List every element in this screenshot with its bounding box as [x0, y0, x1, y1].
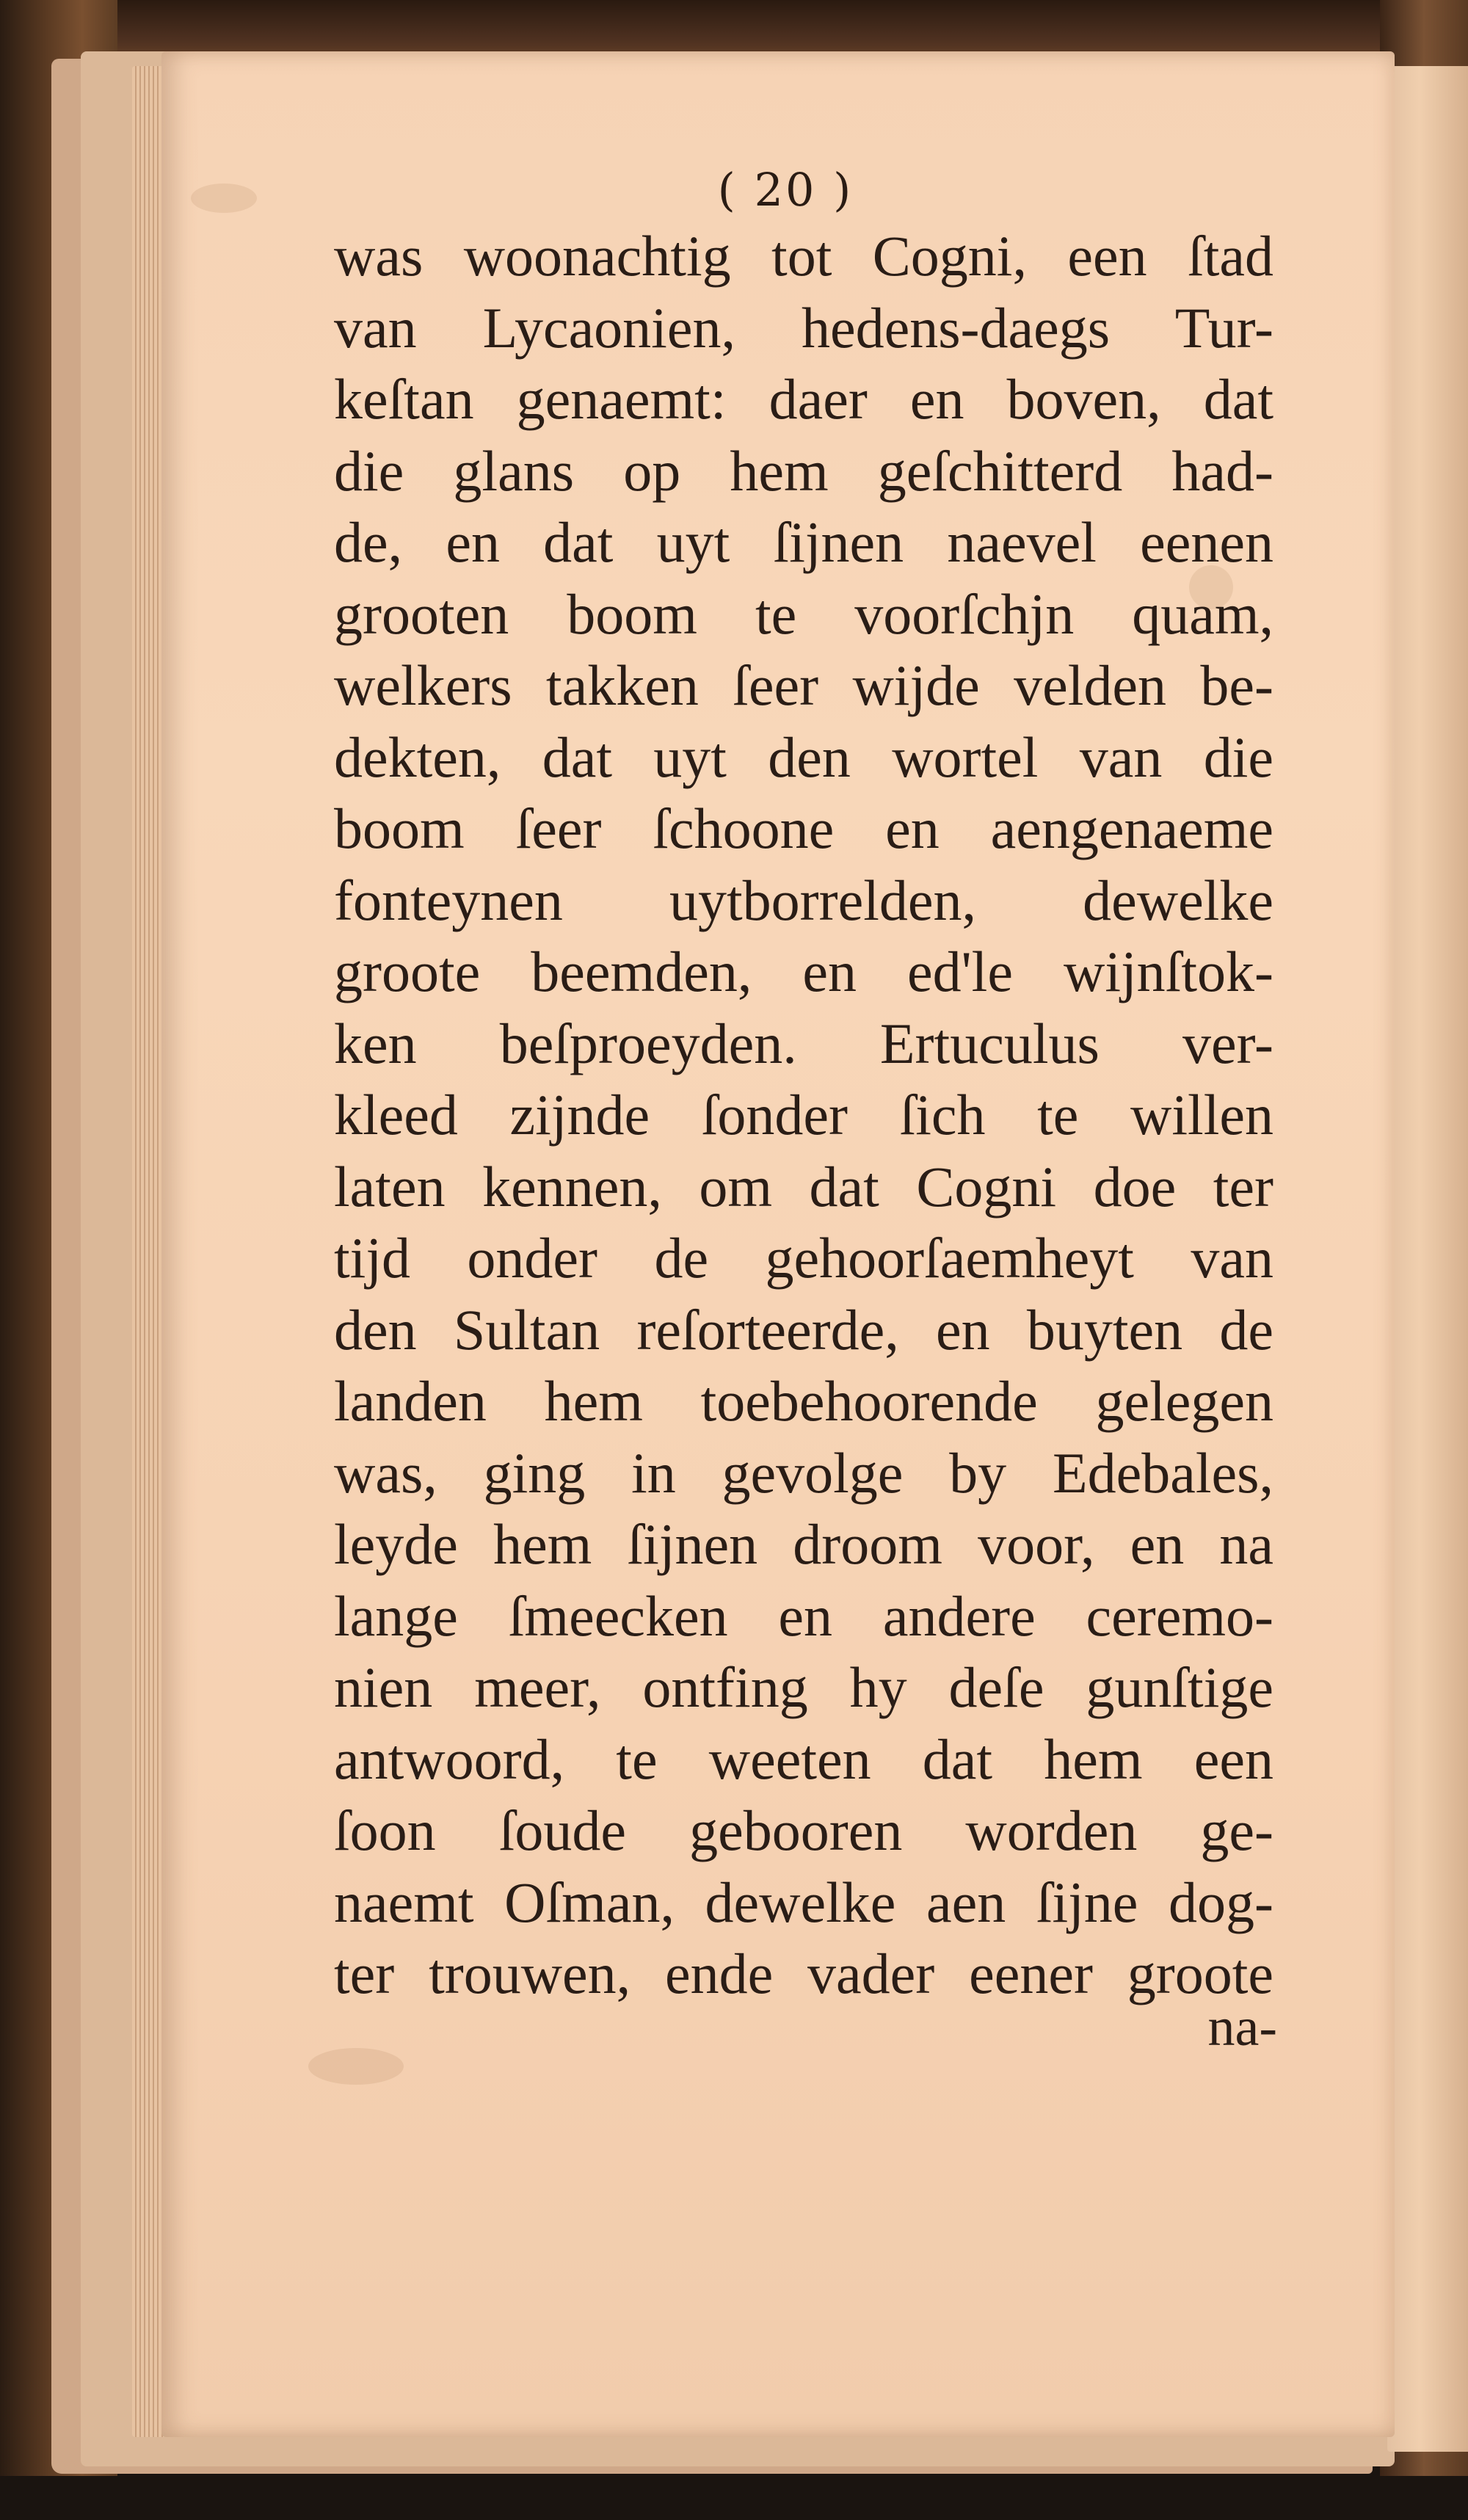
text-line: lange ſmeecken en andere ceremo-: [334, 1583, 1273, 1648]
text-line: die glans op hem geſchitterd had-: [334, 438, 1273, 503]
text-line: boom ſeer ſchoone en aengenaeme: [334, 796, 1273, 860]
text-line: leyde hem ſijnen droom voor, en na: [334, 1512, 1273, 1576]
text-line: grooten boom te voorſchjn quam,: [334, 581, 1273, 646]
text-line: ter trouwen, ende vader eener groote: [334, 1942, 1273, 2005]
text-line: keſtan genaemt: daer en boven, dat: [334, 367, 1273, 431]
text-line: ſoon ſoude gebooren worden ge-: [334, 1798, 1273, 1862]
text-line: landen hem toebehoorende gelegen: [334, 1369, 1273, 1433]
catchword: na-: [1207, 1997, 1277, 2058]
text-line: naemt Oſman, dewelke aen ſijne dog-: [334, 1870, 1273, 1934]
page-number: ( 20 ): [717, 163, 854, 217]
text-line: antwoord, te weeten dat hem een: [334, 1726, 1273, 1791]
text-line: den Sultan reſorteerde, en buyten de: [334, 1297, 1273, 1362]
background-bottom: [0, 2476, 1468, 2520]
text-line: van Lycaonien, hedens-daegs Tur-: [334, 295, 1273, 360]
body-text: [334, 220, 1273, 2010]
paper-stain: [308, 2048, 404, 2085]
text-line: nien meer, ontfing hy deſe gunſtige: [334, 1655, 1273, 1719]
text-line: was, ging in gevolge by Edebales,: [334, 1440, 1273, 1505]
text-line: welkers takken ſeer wijde velden be-: [334, 653, 1273, 717]
text-line: groote beemden, en ed'le wijnſtok-: [334, 940, 1273, 1003]
facing-page-edge: [1387, 66, 1468, 2452]
text-line: de, en dat uyt ſijnen naevel eenen: [334, 510, 1273, 574]
text-line: ken beſproeyden. Ertuculus ver-: [334, 1011, 1273, 1075]
text-line: tijd onder de gehoorſaemheyt van: [334, 1226, 1273, 1290]
text-line: dekten, dat uyt den wortel van die: [334, 725, 1273, 789]
text-line: kleed zijnde ſonder ſich te willen: [334, 1083, 1273, 1147]
text-line: laten kennen, om dat Cogni doe ter: [334, 1154, 1273, 1219]
text-line: was woonachtig tot Cogni, een ſtad: [334, 224, 1273, 288]
text-line: fonteynen uytborrelden, dewelke: [334, 868, 1273, 932]
